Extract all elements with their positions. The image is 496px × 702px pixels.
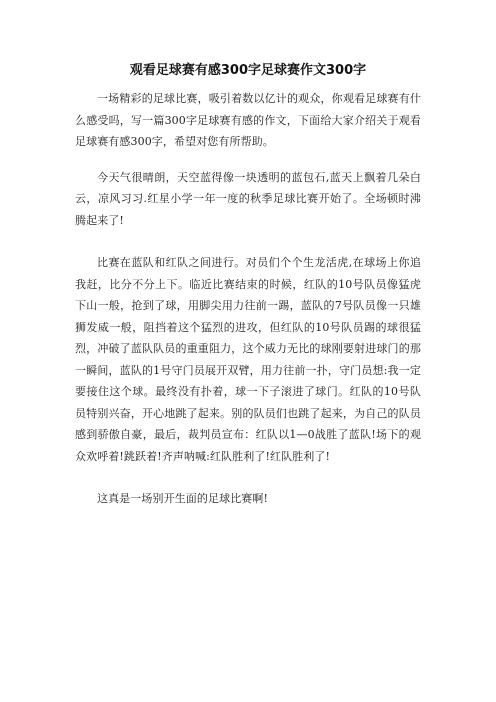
paragraph-weather: 今天气很晴朗，天空蓝得像一块透明的蓝包石,蓝天上飘着几朵白云，凉风习习.红星小学一年一度的秋季足球比赛开始了。全场顿时沸腾起来了! [75,170,421,227]
paragraph-match: 比赛在蓝队和红队之间进行。对员们个个生龙活虎,在球场上你追我赶，比分不分上下。临近比赛结束的时候，红队的10号队员像猛虎下山一般，抢到了球，用脚尖用力往前一踢，蓝队的7号队员像一只雄狮发威一般，阻挡着这个猛烈的进攻，但红队的10号队员踢的球很猛烈，冲破了蓝队队员的重重阻力，这个威力无比的球刚要射进球门的那一瞬间，蓝队的1号守门员展开双臂，用力往前一扑，守门员想:我一定要接住这个球。最终没有扑着，球一下子滚进了球门。红队的10号队员特别兴奋，开心地跳了起来。别的队员们也跳了起来，为自己的队员感到骄傲自豪，最后，裁判员宣布：红队以1—0战胜了蓝队!场下的观众欢呼着!跳跃着!齐声呐喊:红队胜利了!红队胜利了! [75,256,421,463]
paragraph-intro: 一场精彩的足球比赛，吸引着数以亿计的观众，你观看足球赛有什么感受吗，写一篇300字足球赛有感的作文，下面给大家介绍关于观看足球赛有感300字，希望对您有所帮助。 [75,92,421,148]
paragraph-conclusion: 这真是一场别开生面的足球比赛啊! [97,492,269,505]
document-title: 观看足球赛有感300字足球赛作文300字 [129,63,367,78]
